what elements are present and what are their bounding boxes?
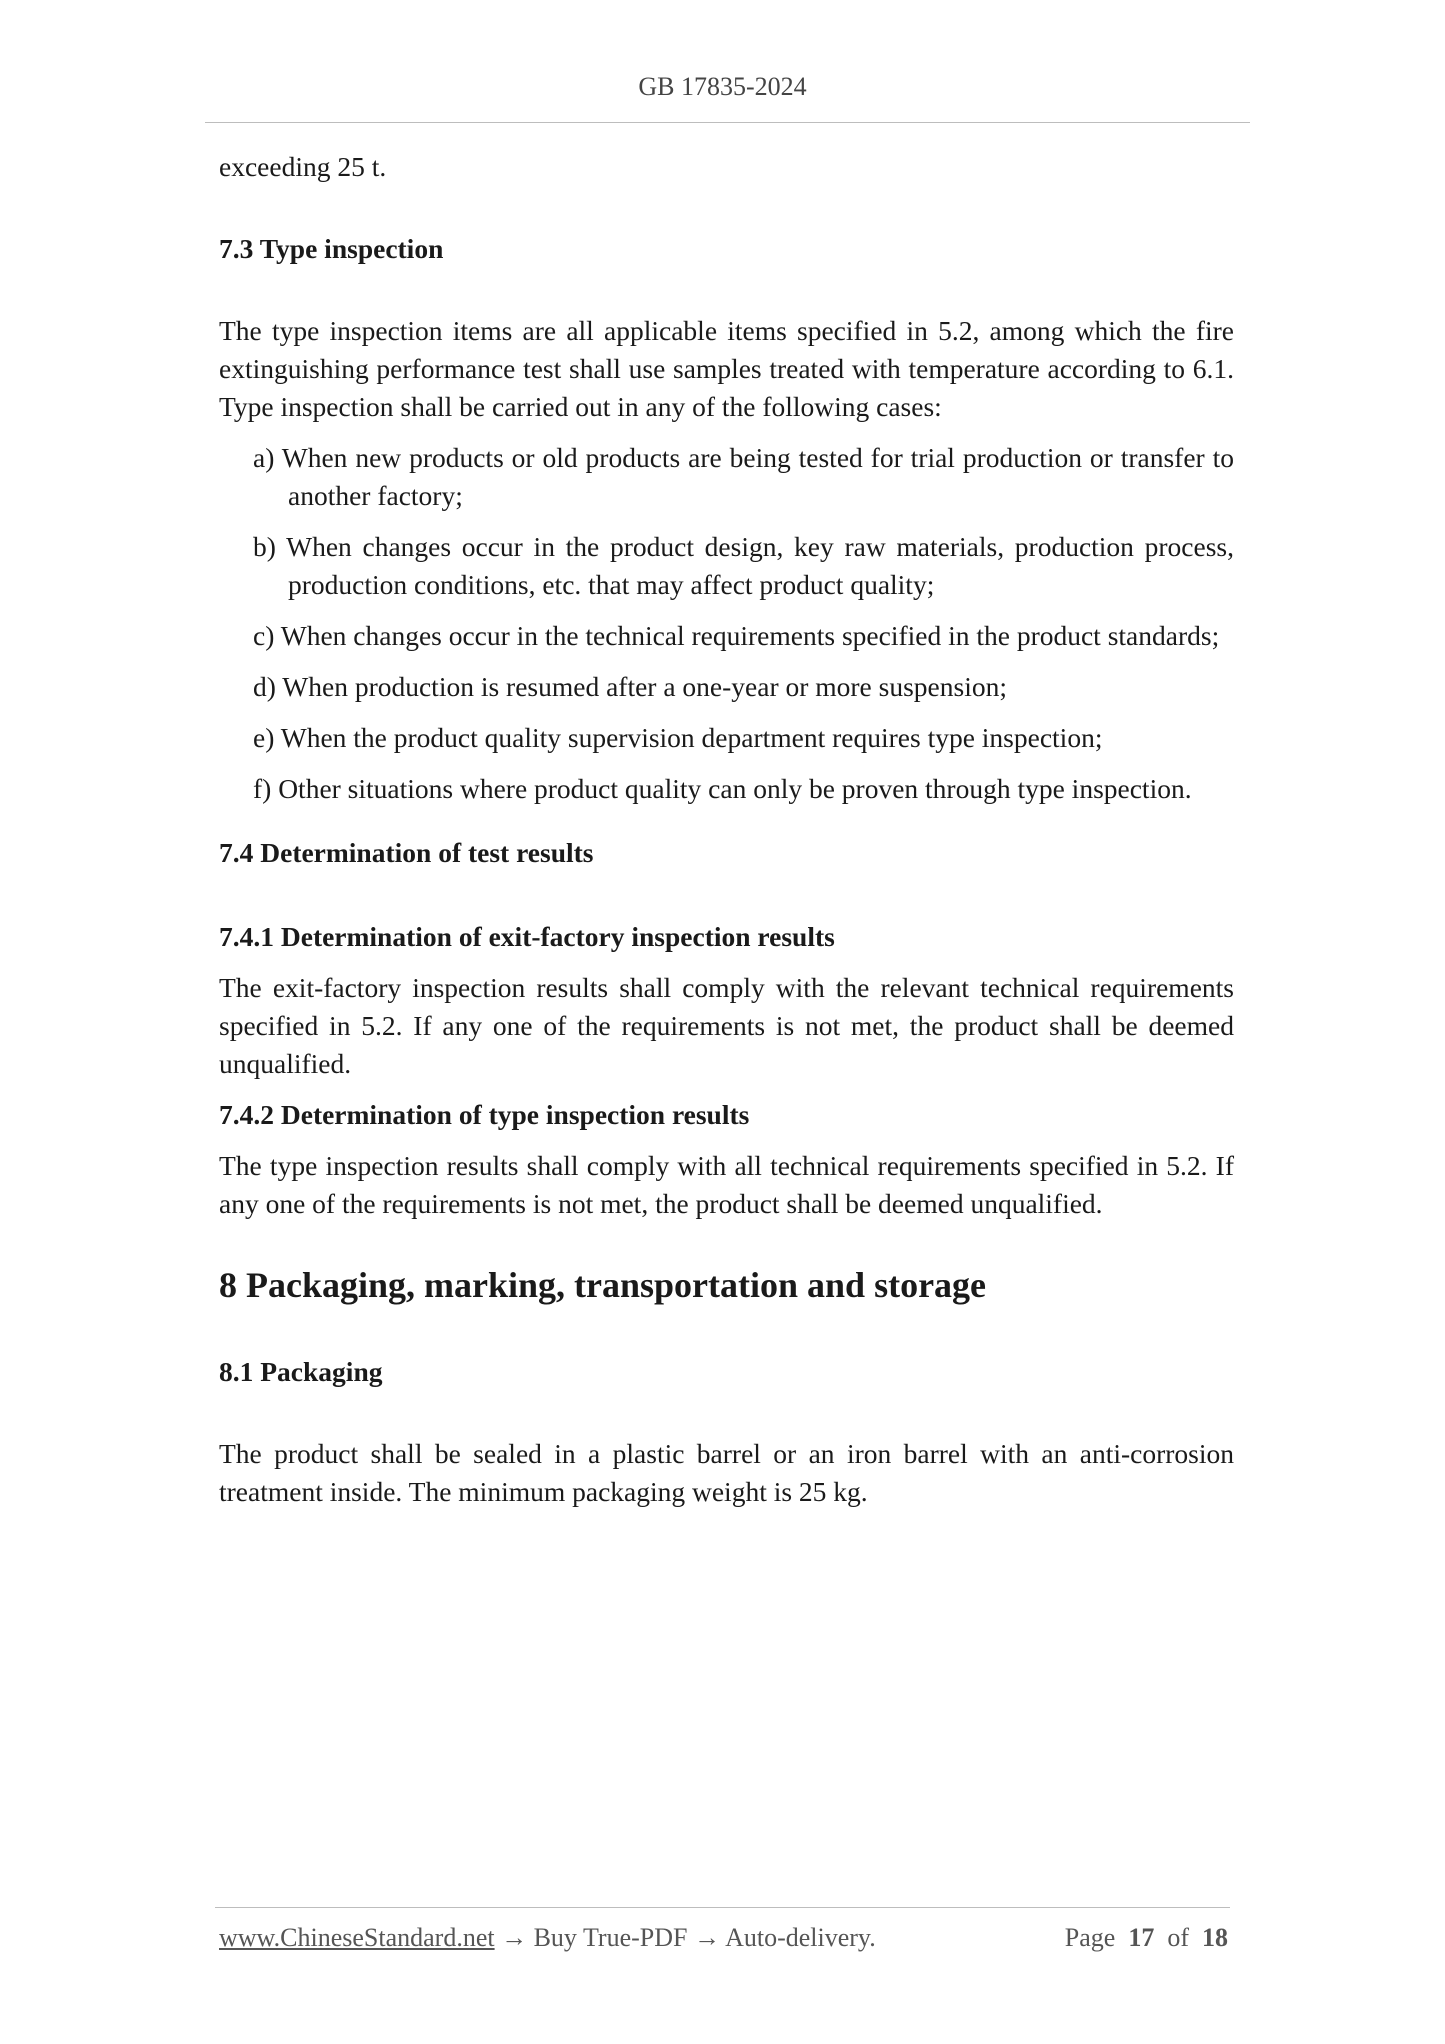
footer-promo [219,1923,876,1953]
section-7-4-1-paragraph: The exit-factory inspection results shall comply with the relevant technical requirements specified in 5.2. If any one of the requirements is not met, the product shall be deemed unqualified. [219,972,1234,1079]
continued-text: exceeding 25 t. [219,151,387,182]
section-7-4-2-paragraph: The type inspection results shall comply with all technical requirements specified in 5.2. If any one of the requirements is not met, the product shall be deemed unqualified. [219,1150,1234,1219]
section-7-3-heading: 7.3 Type inspection [219,233,444,264]
list-item: f) Other situations where product quality can only be proven through type inspection. [253,773,1192,804]
arrow-right-icon: → [501,1923,528,1952]
buy-true-pdf-text: Buy True-PDF [533,1923,688,1952]
of-label: of [1167,1923,1189,1952]
section-7-4-1-heading: 7.4.1 Determination of exit-factory inspection results [219,921,835,952]
page-number [1065,1923,1228,1953]
arrow-right-icon: → [694,1923,720,1952]
section-7-4-heading: 7.4 Determination of test results [219,837,594,868]
footer-divider [215,1907,1230,1908]
auto-delivery-text: Auto-delivery. [725,1923,876,1952]
section-8-1-heading: 8.1 Packaging [219,1356,383,1387]
website-link[interactable]: www.ChineseStandard.net [219,1923,495,1952]
type-inspection-cases-list [219,439,1234,808]
section-8-1-paragraph: The product shall be sealed in a plastic barrel or an iron barrel with an anti-corrosion treatment inside. The minimum packaging weight is 25 kg. [219,1438,1234,1507]
total-pages: 18 [1202,1923,1228,1952]
section-7-4-2-heading: 7.4.2 Determination of type inspection results [219,1099,750,1130]
section-8-heading: 8 Packaging, marking, transportation and storage [219,1265,987,1305]
list-item: b) When changes occur in the product design, key raw materials, production process, production conditions, etc. that may affect product quality; [253,531,1234,600]
header-divider [205,122,1250,123]
document-id-header: GB 17835-2024 [638,72,807,101]
list-item: e) When the product quality supervision department requires type inspection; [253,722,1103,753]
section-7-3-paragraph: The type inspection items are all applicable items specified in 5.2, among which the fire extinguishing performance test shall use samples treated with temperature according to 6.1. Type inspection shall be carried out in any of the following cases: [219,315,1234,422]
list-item: a) When new products or old products are being tested for trial production or transfer to another factory; [253,442,1234,511]
page-label: Page [1064,1923,1116,1952]
current-page: 17 [1128,1923,1155,1952]
page-content [219,148,1234,1511]
list-item: d) When production is resumed after a one-year or more suspension; [253,671,1007,702]
list-item: c) When changes occur in the technical requirements specified in the product standards; [253,620,1220,651]
